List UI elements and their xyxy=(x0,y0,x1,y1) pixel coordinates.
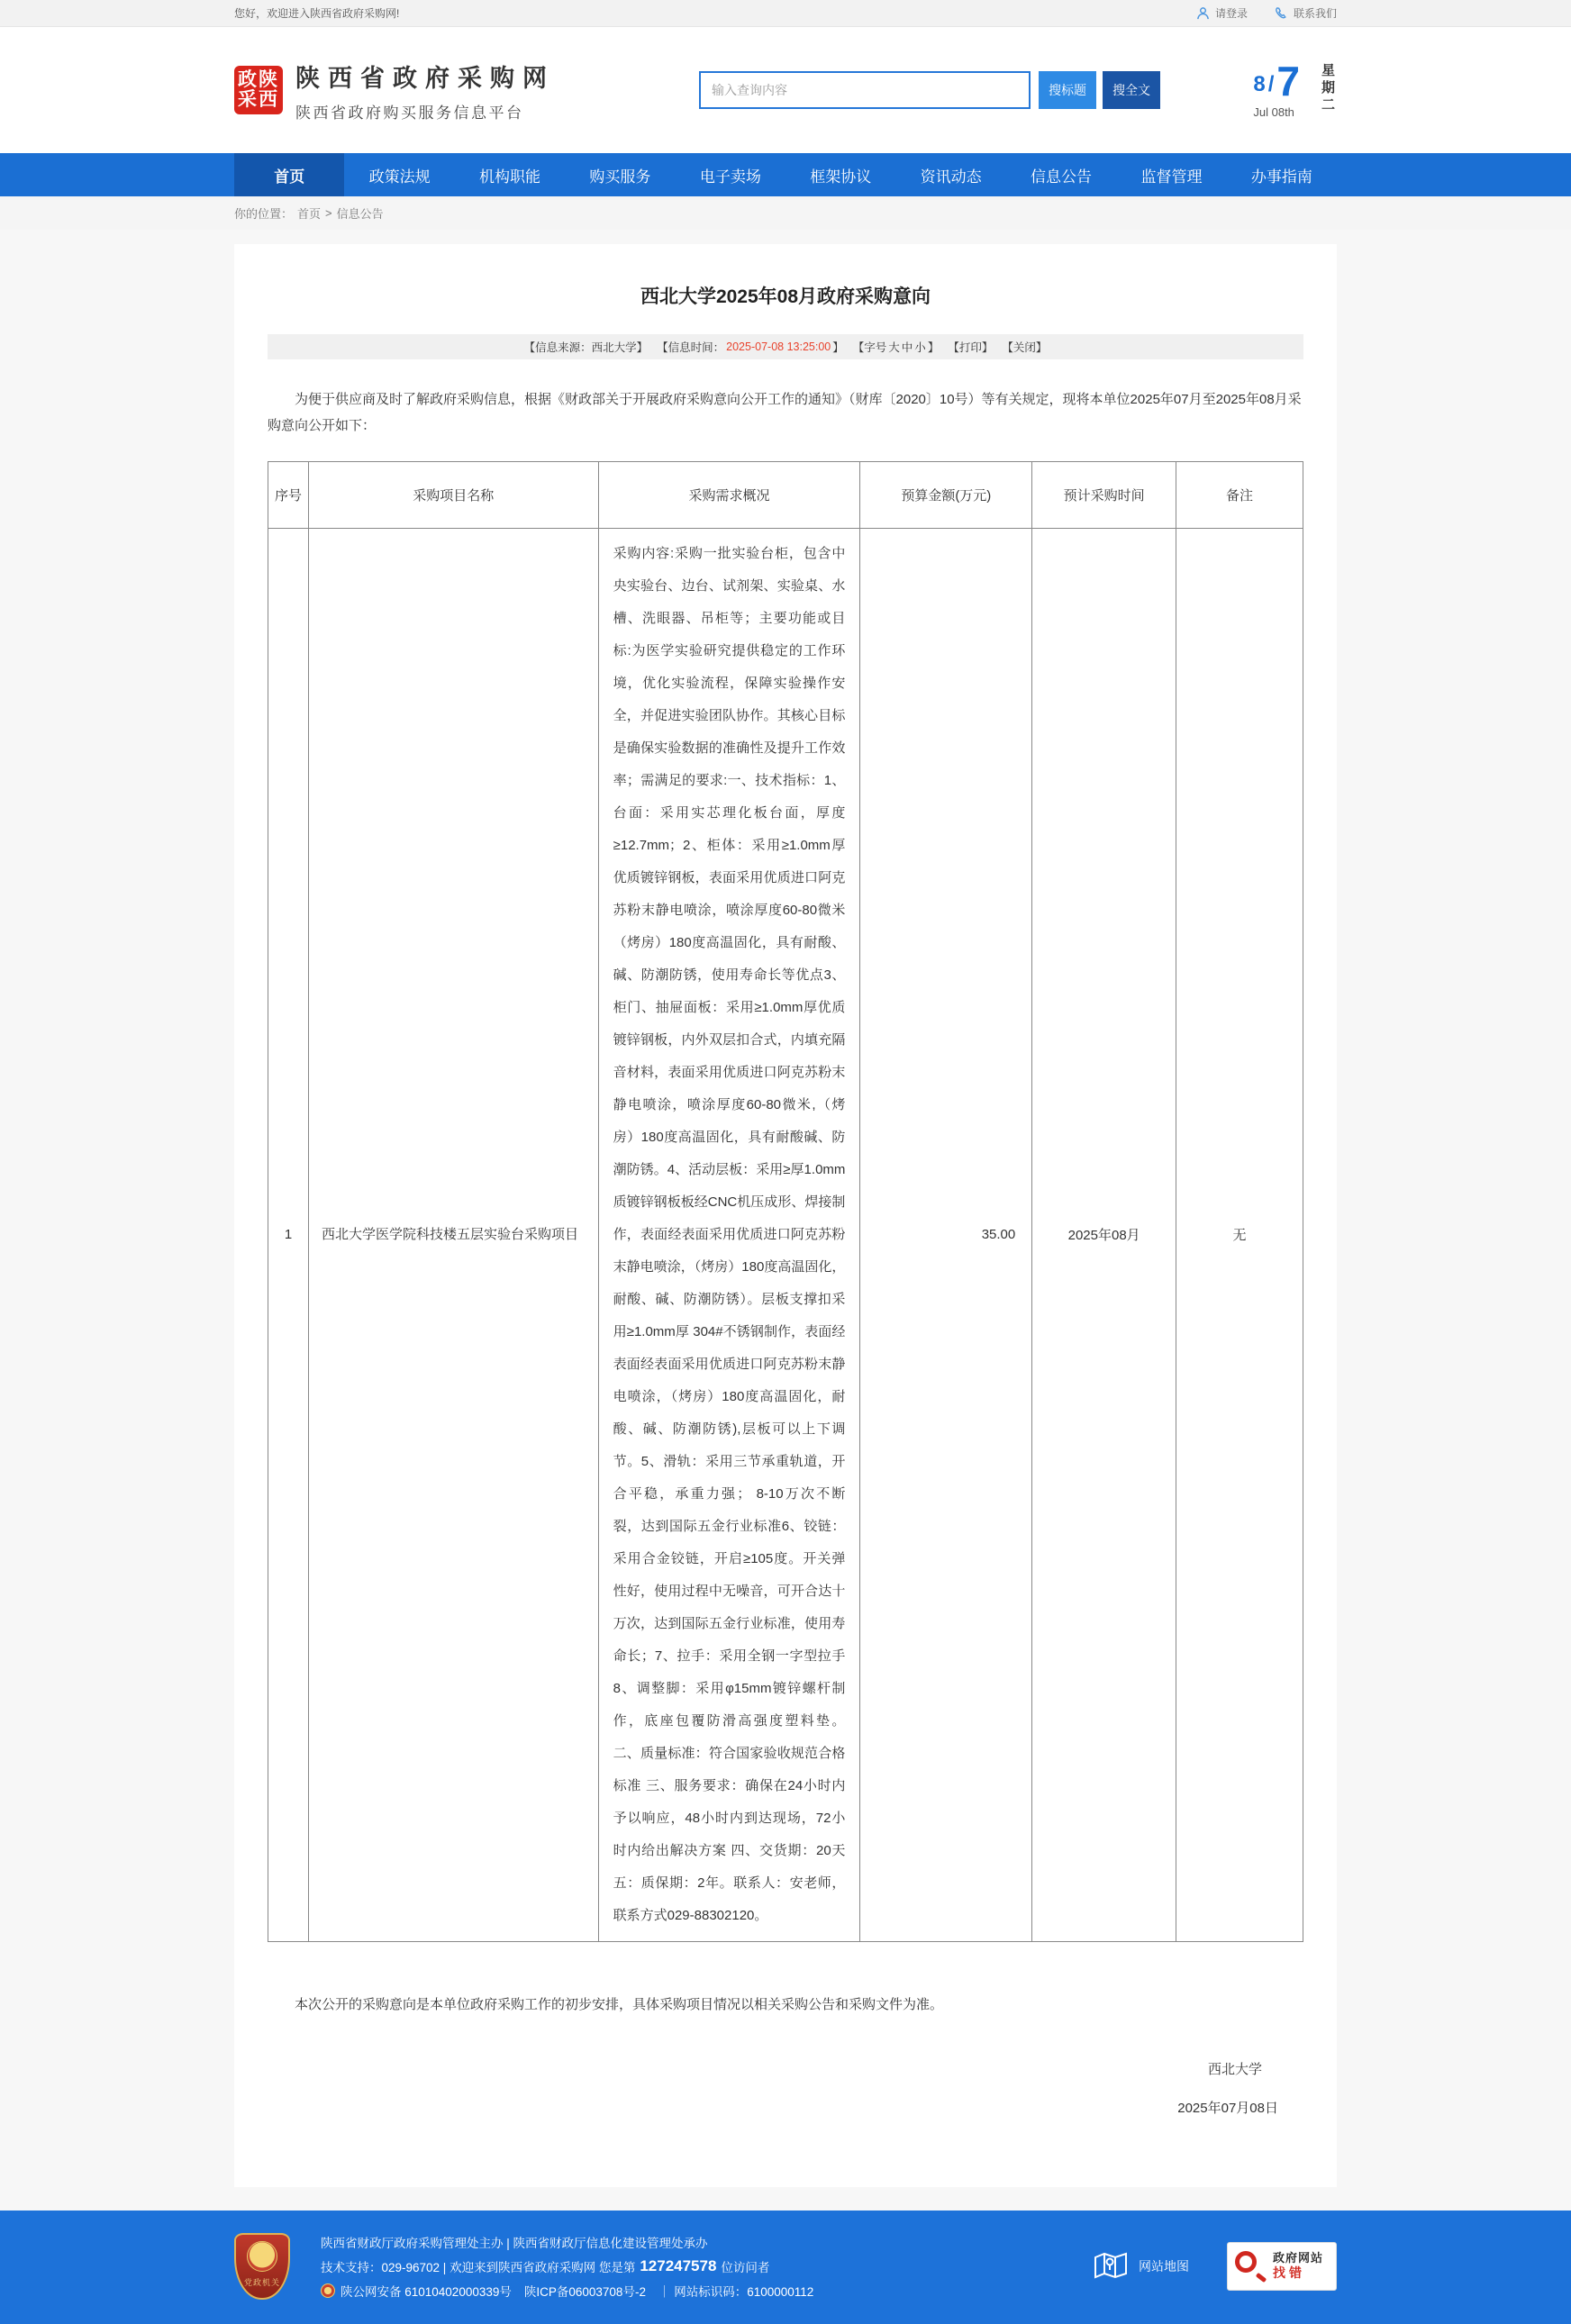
contact-label: 联系我们 xyxy=(1293,7,1337,20)
welcome-text: 您好，欢迎进入陕西省政府采购网! xyxy=(234,7,400,20)
logo-seal-icon xyxy=(234,66,283,114)
date-weekday: 星期二 xyxy=(1320,63,1335,114)
header-project-name: 采购项目名称 xyxy=(308,461,598,528)
meta-fontsize-prefix: 【字号 xyxy=(852,341,887,354)
procurement-table xyxy=(268,461,1303,1942)
footer-support-line xyxy=(321,2257,813,2275)
footer-support-prefix: 技术支持：029-96702 | 欢迎来到陕西省政府采购网 您是第 xyxy=(321,2261,636,2274)
breadcrumb-current-link[interactable]: 信息公告 xyxy=(336,207,384,221)
article-intro: 为便于供应商及时了解政府采购信息，根据《财政部关于开展政府采购意向公开工作的通知》（财库〔2020〕10号）等有关规定，现将本单位2025年07月至2025年08月采购意向公开如下： xyxy=(268,392,1302,434)
nav-item-announcements[interactable]: 信息公告 xyxy=(1031,168,1093,186)
search-input[interactable] xyxy=(699,71,1031,109)
breadcrumb-separator: > xyxy=(325,206,332,220)
sitemap-label: 网站地图 xyxy=(1139,2259,1189,2274)
cell-serial: 1 xyxy=(268,528,309,1941)
map-icon xyxy=(1094,2250,1128,2283)
error-badge-top-label: 政府网站 xyxy=(1273,2251,1324,2265)
font-size-small-button[interactable]: 小 xyxy=(914,341,926,354)
cell-budget: 35.00 xyxy=(860,528,1032,1941)
article-meta-bar xyxy=(268,334,1303,359)
contact-link[interactable] xyxy=(1275,5,1337,21)
page-title: 西北大学2025年08月政府采购意向 xyxy=(640,286,931,307)
date-slash: / xyxy=(1267,72,1275,97)
site-code-text: ｜ 网站标识码：6100000112 xyxy=(658,2285,814,2299)
search-title-button[interactable]: 搜标题 xyxy=(1039,71,1096,109)
main-area xyxy=(0,230,1571,2211)
header-note: 备注 xyxy=(1176,461,1303,528)
security-record-link[interactable]: 陕公网安备 61010402000339号 xyxy=(341,2285,512,2299)
header-budget: 预算金额(万元) xyxy=(860,461,1032,528)
font-size-large-button[interactable]: 大 xyxy=(888,341,900,354)
site-footer xyxy=(0,2211,1571,2324)
user-icon xyxy=(1196,6,1210,20)
header-expected-time: 预计采购时间 xyxy=(1032,461,1176,528)
footer-organizer xyxy=(321,2233,813,2251)
article-panel xyxy=(234,244,1337,2187)
header-requirement: 采购需求概况 xyxy=(598,461,860,528)
close-button[interactable]: 【关闭】 xyxy=(1002,341,1048,354)
table-row xyxy=(268,528,1303,1941)
nav-item-home[interactable]: 首页 xyxy=(234,153,344,196)
nav-item-functions[interactable]: 机构职能 xyxy=(479,168,541,186)
date-english: Jul 08th xyxy=(1253,105,1294,120)
government-shield-icon xyxy=(234,2233,290,2300)
date-widget xyxy=(1253,59,1337,121)
footer-records-line xyxy=(321,2282,813,2300)
nav-item-policies[interactable]: 政策法规 xyxy=(368,168,431,186)
logo-line2: 采西 xyxy=(238,89,279,110)
login-link[interactable] xyxy=(1196,5,1248,21)
article-closing: 本次公开的采购意向是本单位政府采购工作的初步安排，具体采购项目情况以相关采购公告和采购文件为准。 xyxy=(295,1996,944,2012)
error-report-badge[interactable] xyxy=(1227,2242,1337,2291)
meta-time-value: 2025-07-08 13:25:00 xyxy=(726,340,831,353)
breadcrumb-home-link[interactable]: 首页 xyxy=(297,207,322,221)
site-name: 陕西省政府采购网 xyxy=(295,64,555,92)
main-nav xyxy=(0,153,1571,196)
meta-fontsize-suffix: 】 xyxy=(927,341,940,354)
signature-name: 西北大学 xyxy=(1207,2062,1262,2077)
footer-support-suffix: 位访问者 xyxy=(721,2261,770,2274)
magnifier-icon xyxy=(1235,2251,1266,2282)
national-emblem-icon xyxy=(247,2241,277,2272)
meta-time-prefix: 【信息时间： xyxy=(657,341,725,354)
logo-line1: 政陕 xyxy=(238,68,279,90)
agency-badge-label: 党政机关 xyxy=(243,2278,280,2287)
meta-source: 【信息来源：西北大学】 xyxy=(523,341,649,354)
icp-record-link[interactable]: 陕ICP备06003708号-2 xyxy=(523,2285,646,2299)
phone-icon xyxy=(1275,6,1288,20)
header-serial: 序号 xyxy=(268,461,309,528)
cell-requirement: 采购内容:采购一批实验台柜，包含中央实验台、边台、试剂架、实验桌、水槽、洗眼器、吊柜等；主要功能或目标:为医学实验研究提供稳定的工作环境，优化实验流程，保障实验操作安全，并促进实验团队协作。其核心目标是确保实验数据的准确性及提升工作效率；需满足的要求:一、技术指标：1、台面：采用实芯理化板台面，厚度≥12.7mm；2、柜体：采用≥1.0mm厚优质镀锌钢板，表面采用优质进口阿克苏粉末静电喷涂，喷涂厚度60-80微米（烤房）180度高温固化，具有耐酸、碱、防潮防锈，使用寿命长等优点3、柜门、抽屉面板：采用≥1.0mm厚优质镀锌钢板，内外双层扣合式，内填充隔音材料，表面采用优质进口阿克苏粉末静电喷涂，喷涂厚度60-80微米,（烤房）180度高温固化，具有耐酸碱、防潮防锈。4、活动层板：采用≥厚1.0mm质镀锌钢板板经CNC机压成形、焊接制作，表面经表面采用优质进口阿克苏粉末静电喷涂，（烤房）180度高温固化，耐酸、碱、防潮防锈）。层板支撑扣采用≥1.0mm厚 304#不锈钢制作，表面经表面经表面采用优质进口阿克苏粉末静电喷涂，（烤房）180度高温固化，耐酸、碱、防潮防锈),层板可以上下调节。5、滑轨：采用三节承重轨道，开合平稳，承重力强； 8-10万次不断裂，达到国际五金行业标准6、铰链：采用合金铰链，开启≥105度。开关弹性好，使用过程中无噪音，可开合达十万次，达到国际五金行业标准，使用寿命长；7、拉手：采用全钢一字型拉手8、调整脚：采用φ15mm镀锌螺杆制作，底座包覆防滑高强度塑料垫。 二、质量标准：符合国家验收规范合格标准 三、服务要求：确保在24小时内予以响应，48小时内到达现场，72小时内给出解决方案 四、交货期：20天 五：质保期：2年。联系人：安老师，联系方式029-88302120。 xyxy=(598,528,860,1941)
search-area xyxy=(699,71,1160,109)
cell-expected-time: 2025年08月 xyxy=(1032,528,1176,1941)
nav-item-guide[interactable]: 办事指南 xyxy=(1250,168,1312,186)
search-fulltext-button[interactable]: 搜全文 xyxy=(1103,71,1160,109)
date-month: 8 xyxy=(1253,72,1266,97)
sitemap-link[interactable] xyxy=(1094,2250,1189,2283)
signature-date: 2025年07月08日 xyxy=(1177,2101,1278,2116)
nav-item-framework-agreement[interactable]: 框架协议 xyxy=(810,168,872,186)
nav-item-news[interactable]: 资讯动态 xyxy=(920,168,982,186)
site-logo[interactable] xyxy=(234,59,555,123)
table-header-row xyxy=(268,461,1303,528)
site-subtitle: 陕西省政府购买服务信息平台 xyxy=(295,104,524,122)
police-badge-icon xyxy=(321,2283,335,2298)
login-label: 请登录 xyxy=(1214,7,1248,20)
footer-organizer-text: 陕西省财政厅政府采购管理处主办 | 陕西省财政厅信息化建设管理处承办 xyxy=(321,2237,708,2250)
error-badge-bottom-label: 找错 xyxy=(1273,2265,1305,2281)
date-day: 7 xyxy=(1276,58,1300,104)
visitor-count: 127247578 xyxy=(640,2257,717,2274)
font-size-medium-button[interactable]: 中 xyxy=(901,341,913,354)
meta-time-suffix: 】 xyxy=(832,341,844,354)
nav-item-supervision[interactable]: 监督管理 xyxy=(1140,168,1203,186)
breadcrumb-prefix: 你的位置： xyxy=(234,207,294,221)
site-header xyxy=(0,27,1571,153)
cell-note: 无 xyxy=(1176,528,1303,1941)
nav-item-e-marketplace[interactable]: 电子卖场 xyxy=(699,168,761,186)
breadcrumb xyxy=(0,196,1571,230)
nav-item-purchase-services[interactable]: 购买服务 xyxy=(589,168,651,186)
print-button[interactable]: 【打印】 xyxy=(948,341,994,354)
topbar xyxy=(0,0,1571,27)
cell-project-name: 西北大学医学院科技楼五层实验台采购项目 xyxy=(308,528,598,1941)
